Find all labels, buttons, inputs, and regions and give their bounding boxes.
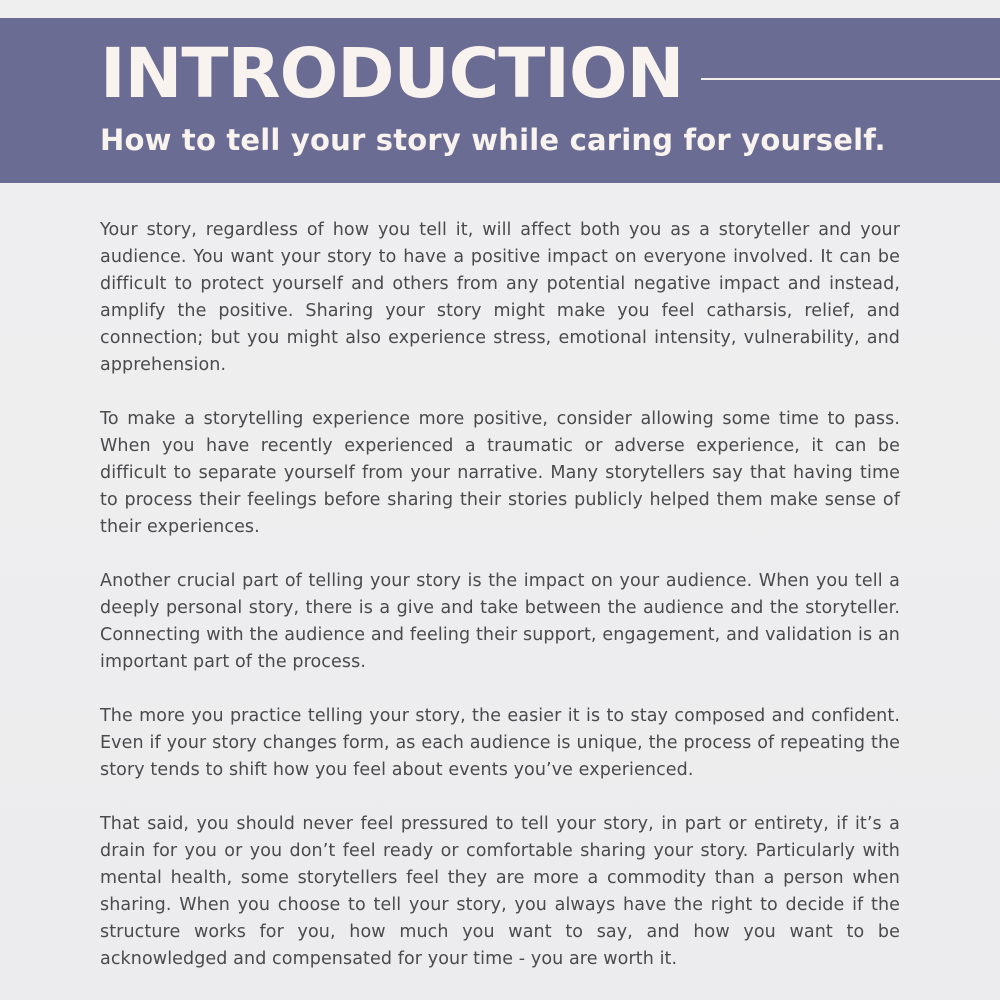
- paragraph-5: That said, you should never feel pressured to tell your story, in part or entirety, if it’s a drain for you or you don’t feel ready or comfortable sharing your story. Particularly with mental health, some storytellers feel they are more a commodity than a person when sharing. When you choose to tell your story, you always have the right to decide if the structure works for you, how much you want to say, and how you want to be acknowledged and compensated for your time - you are worth it.: [100, 814, 900, 969]
- paragraph-1: Your story, regardless of how you tell it, will affect both you as a storyteller and your audience. You want your story to have a positive impact on everyone involved. It can be difficult to protect yourself and others from any potential negative impact and instead, amplify the positive. Sharing your story might make you feel catharsis, relief, and connection; but you might also experience stress, emotional intensity, vulnerability, and apprehension.: [100, 220, 900, 375]
- paragraph-2: To make a storytelling experience more positive, consider allowing some time to pass. When you have recently experienced a traumatic or adverse experience, it can be difficult to separate yourself from your narrative. Many storytellers say that having time to process their feelings before sharing their stories publicly helped them make sense of their experiences.: [100, 409, 900, 537]
- page-title: INTRODUCTION: [100, 34, 684, 114]
- paragraph-4: The more you practice telling your story, the easier it is to stay composed and confident. Even if your story changes form, as each audience is unique, the process of repeating the story tends to shift how you feel about events you’ve experienced.: [100, 706, 900, 780]
- page-subtitle: How to tell your story while caring for yourself.: [100, 123, 886, 157]
- paragraph-3: Another crucial part of telling your story is the impact on your audience. When you tell a deeply personal story, there is a give and take between the audience and the storyteller. Connecting with the audience and feeling their support, engagement, and validation is an important part of the process.: [100, 571, 900, 672]
- title-divider-line: [701, 78, 1000, 80]
- body-text: [100, 217, 900, 973]
